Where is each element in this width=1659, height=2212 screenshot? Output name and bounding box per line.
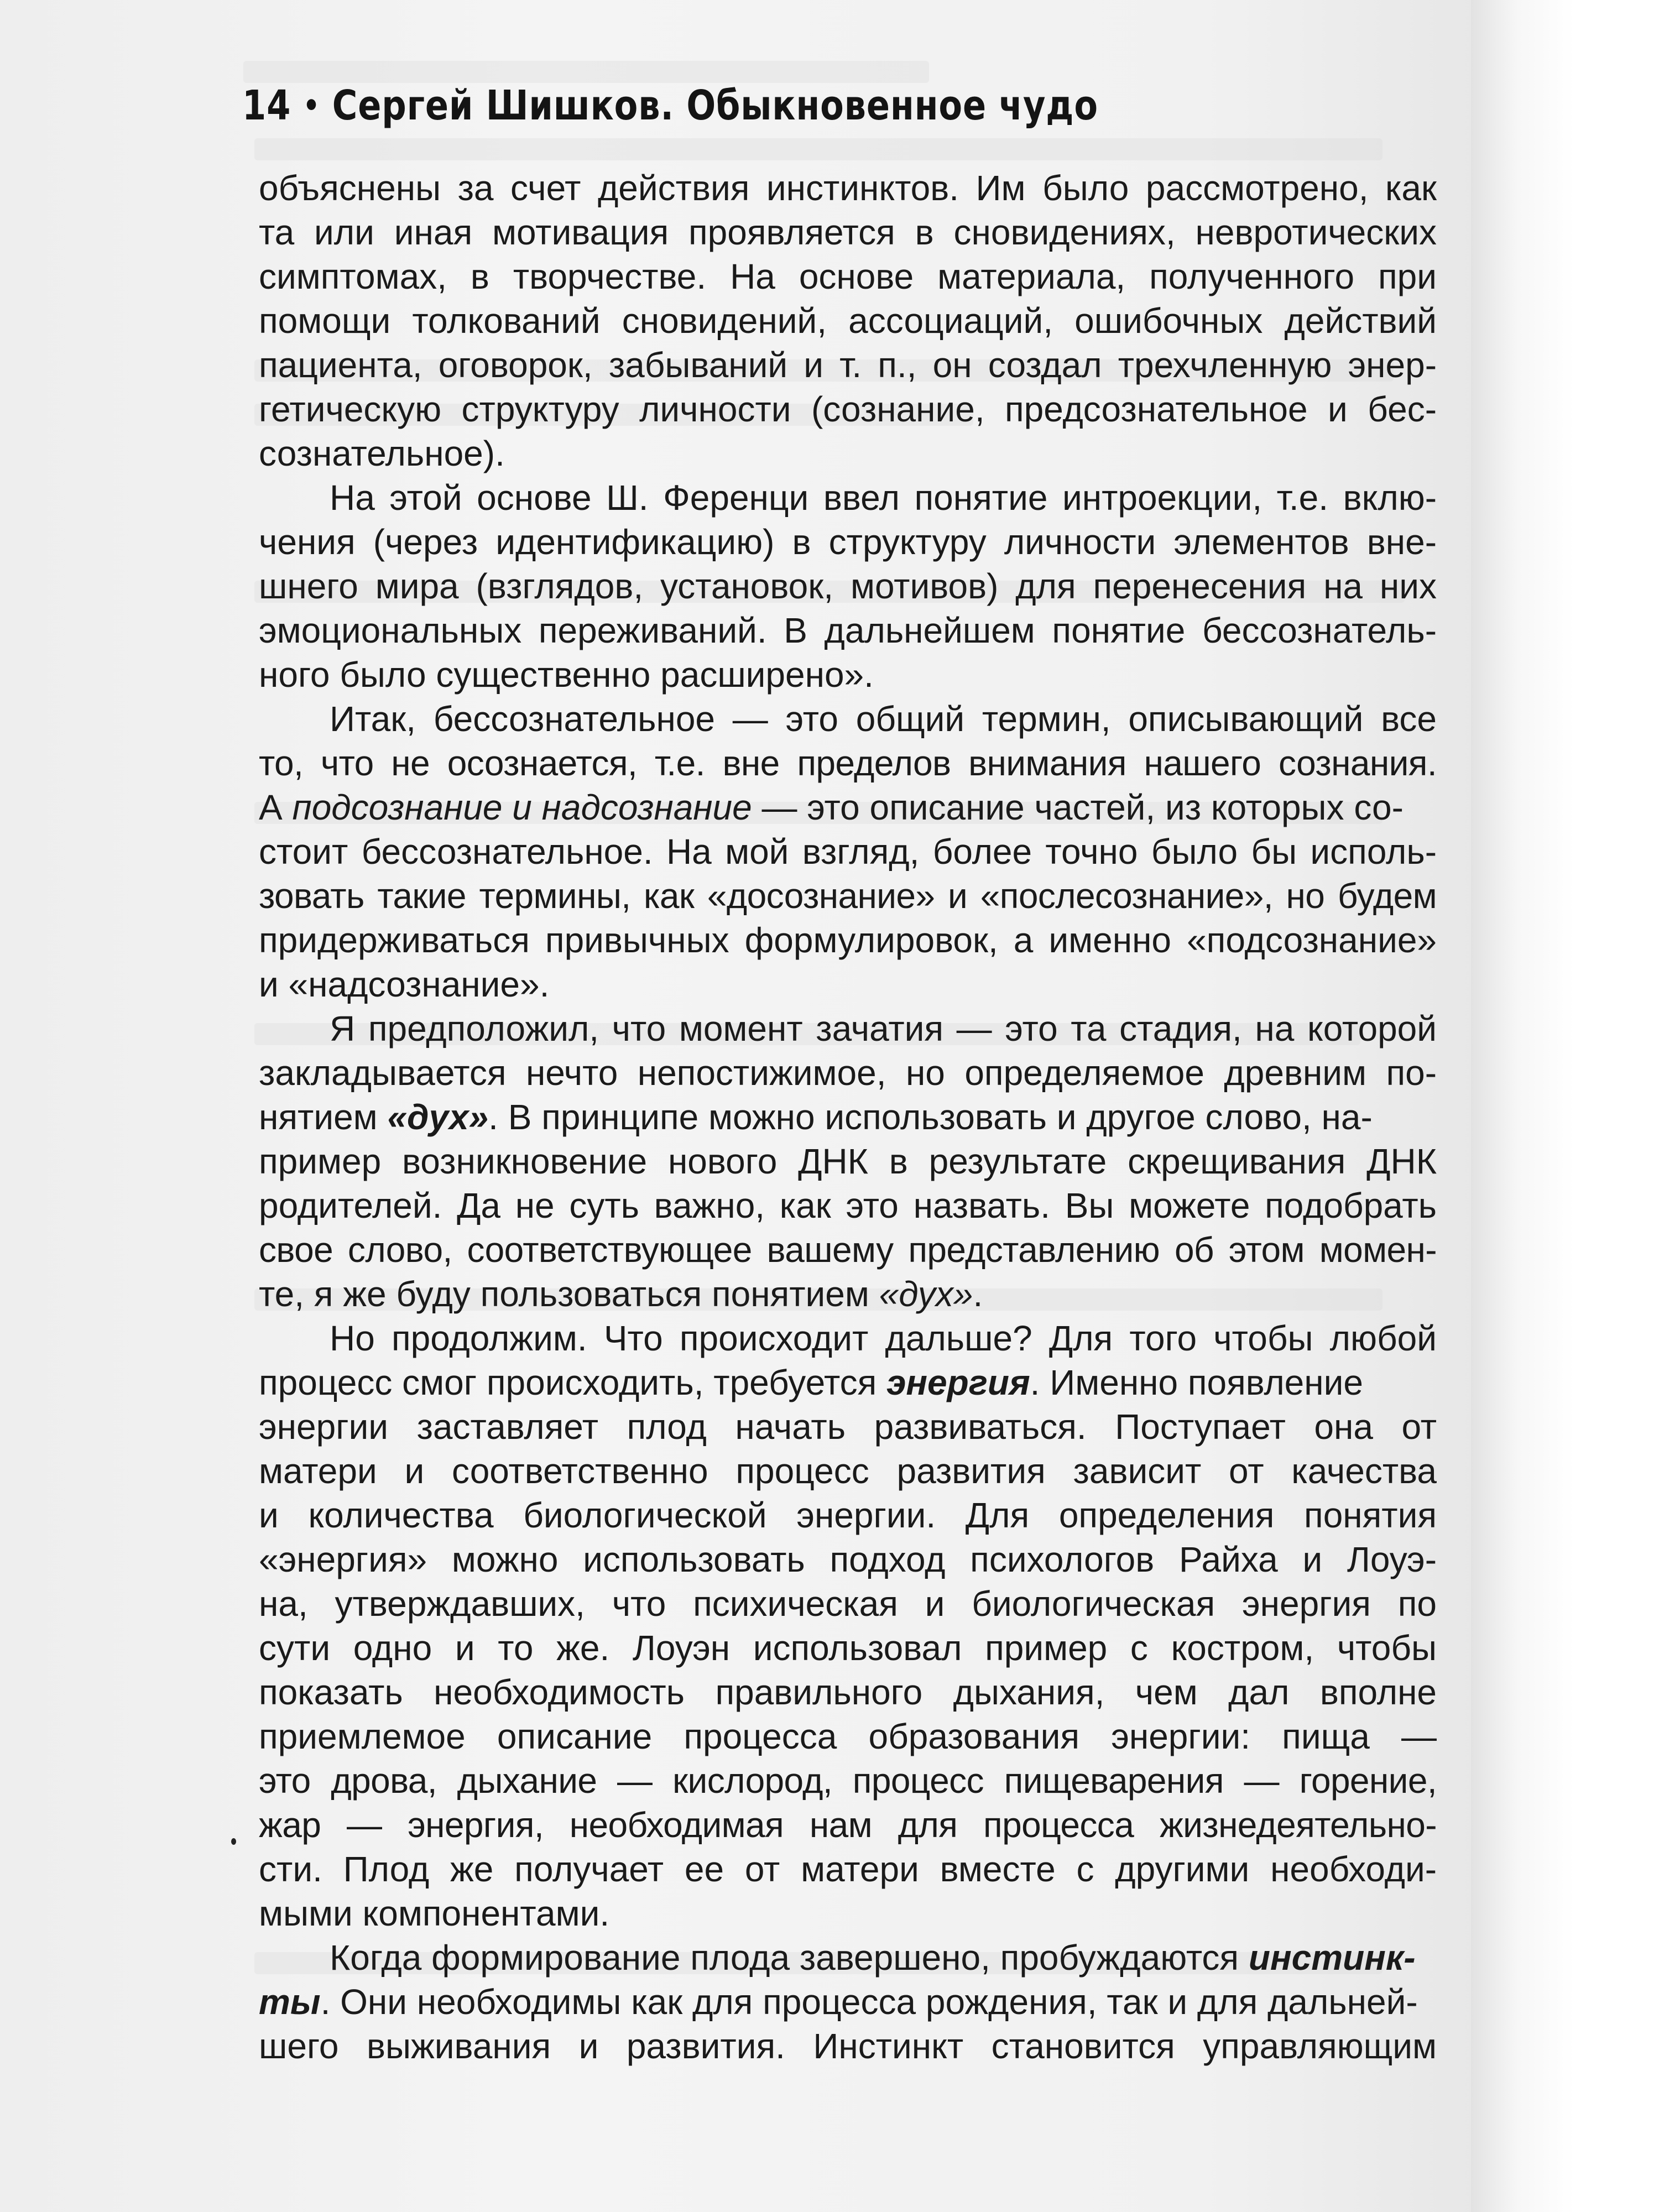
text-run: — это описание частей, из которых со- [752,787,1404,827]
text-line: пример возникновение нового ДНК в результате скрещивания ДНК [259,1141,1437,1181]
text-line: ного было существенно расширено». [259,655,874,695]
text-line: гетическую структуру личности (сознание, предсознательное и бес- [259,389,1437,429]
text-line [259,785,1437,830]
text-line: жар — энергия, необходимая нам для процесса жизнедеятельно- [259,1805,1437,1845]
text-line: сути одно и то же. Лоуэн использовал пример с костром, чтобы [259,1628,1437,1668]
paragraph-first-line: Но продолжим. Что происходит дальше? Для того чтобы любой [330,1318,1437,1358]
italic-term: «дух» [879,1274,973,1314]
text-line: чения (через идентификацию) в структуру личности элементов вне- [259,522,1437,562]
text-line: на, утверждавших, что психическая и биологическая энергия по [259,1584,1437,1624]
bold-italic-term: энергия [886,1363,1030,1402]
text-line: та или иная мотивация проявляется в сновидениях, невротических [259,212,1437,252]
text-line: объяснены за счет действия инстинктов. Им было рассмотрено, как [259,168,1437,208]
text-line: свое слово, соответствующее вашему представлению об этом момен- [259,1230,1437,1270]
text-line: и «надсознание». [259,964,550,1004]
text-line: сознательное). [259,434,505,473]
text-line: закладывается нечто непостижимое, но определяемое древним по- [259,1053,1437,1093]
text-line: мыми компонентами. [259,1893,610,1933]
book-spine-shadow [1471,0,1659,2212]
text-line: шнего мира (взглядов, установок, мотивов) для перенесения на них [259,566,1437,606]
text-line: показать необходимость правильного дыхания, чем дал вполне [259,1672,1437,1712]
running-header [242,82,1098,129]
text-line [259,1272,1437,1316]
book-title: Сергей Шишков. Обыкновенное чудо [332,82,1098,129]
text-run: . Именно появление [1030,1363,1363,1402]
text-line: родителей. Да не суть важно, как это назвать. Вы можете подобрать [259,1186,1437,1225]
text-line: пациента, оговорок, забываний и т. п., он создал трехчленную энер- [259,345,1437,385]
paragraph-first-line: На этой основе Ш. Ференци ввел понятие интроекции, т.е. вклю- [330,478,1437,518]
paragraph-first-line: Я предположил, что момент зачатия — это та стадия, на которой [330,1009,1437,1048]
text-run: Когда формирование плода завершено, пробуждаются [330,1938,1249,1978]
text-line: помощи толкований сновидений, ассоциаций, ошибочных действий [259,301,1437,341]
text-line: зовать такие термины, как «досознание» и «послесознание», но будем [259,876,1437,916]
text-line: «энергия» можно использовать подход психологов Райха и Лоуэ- [259,1540,1437,1579]
text-run: нятием [259,1097,388,1137]
paragraph-first-line: Итак, бессознательное — это общий термин, описывающий все [330,699,1437,739]
text-run: те, я же буду пользоваться понятием [259,1274,879,1314]
text-line: шего выживания и развития. Инстинкт становится управляющим [259,2026,1437,2066]
text-line [259,1360,1437,1405]
italic-term: подсознание и надсознание [292,787,752,827]
text-run: А [259,787,293,827]
text-line: энергии заставляет плод начать развиваться. Поступает она от [259,1407,1437,1447]
text-line: то, что не осознается, т.е. вне пределов внимания нашего сознания. [259,743,1437,783]
text-run: . [973,1274,983,1314]
text-line: стоит бессознательное. На мой взгляд, более точно было бы исполь- [259,832,1437,872]
bold-italic-term: ты [259,1982,321,2022]
text-line: симптомах, в творчестве. На основе материала, полученного при [259,257,1437,296]
text-line: приемлемое описание процесса образования энергии: пища — [259,1717,1437,1756]
text-line: и количества биологической энергии. Для определения понятия [259,1495,1437,1535]
page-number: 14 [242,82,291,129]
text-line [259,1095,1437,1139]
body-text [259,166,1437,2068]
text-line [259,1980,1437,2024]
text-line: сти. Плод же получает ее от матери вместе с другими необходи- [259,1849,1437,1889]
text-run: . В принципе можно использовать и другое слово, на- [488,1097,1373,1137]
bold-italic-term: инстинк- [1248,1938,1416,1978]
text-line: матери и соответственно процесс развития зависит от качества [259,1451,1437,1491]
text-run: . Они необходимы как для процесса рождения, так и для дальней- [320,1982,1418,2022]
header-bullet: • [303,88,320,124]
text-run: процесс смог происходить, требуется [259,1363,887,1402]
paragraph-first-line [259,1936,1437,1980]
text-line: эмоциональных переживаний. В дальнейшем понятие бессознатель- [259,611,1437,650]
text-line: придерживаться привычных формулировок, а именно «подсознание» [259,920,1437,960]
bold-italic-term: «дух» [387,1097,489,1137]
text-line: это дрова, дыхание — кислород, процесс пищеварения — горение, [259,1761,1437,1801]
ink-speck [231,1838,236,1845]
